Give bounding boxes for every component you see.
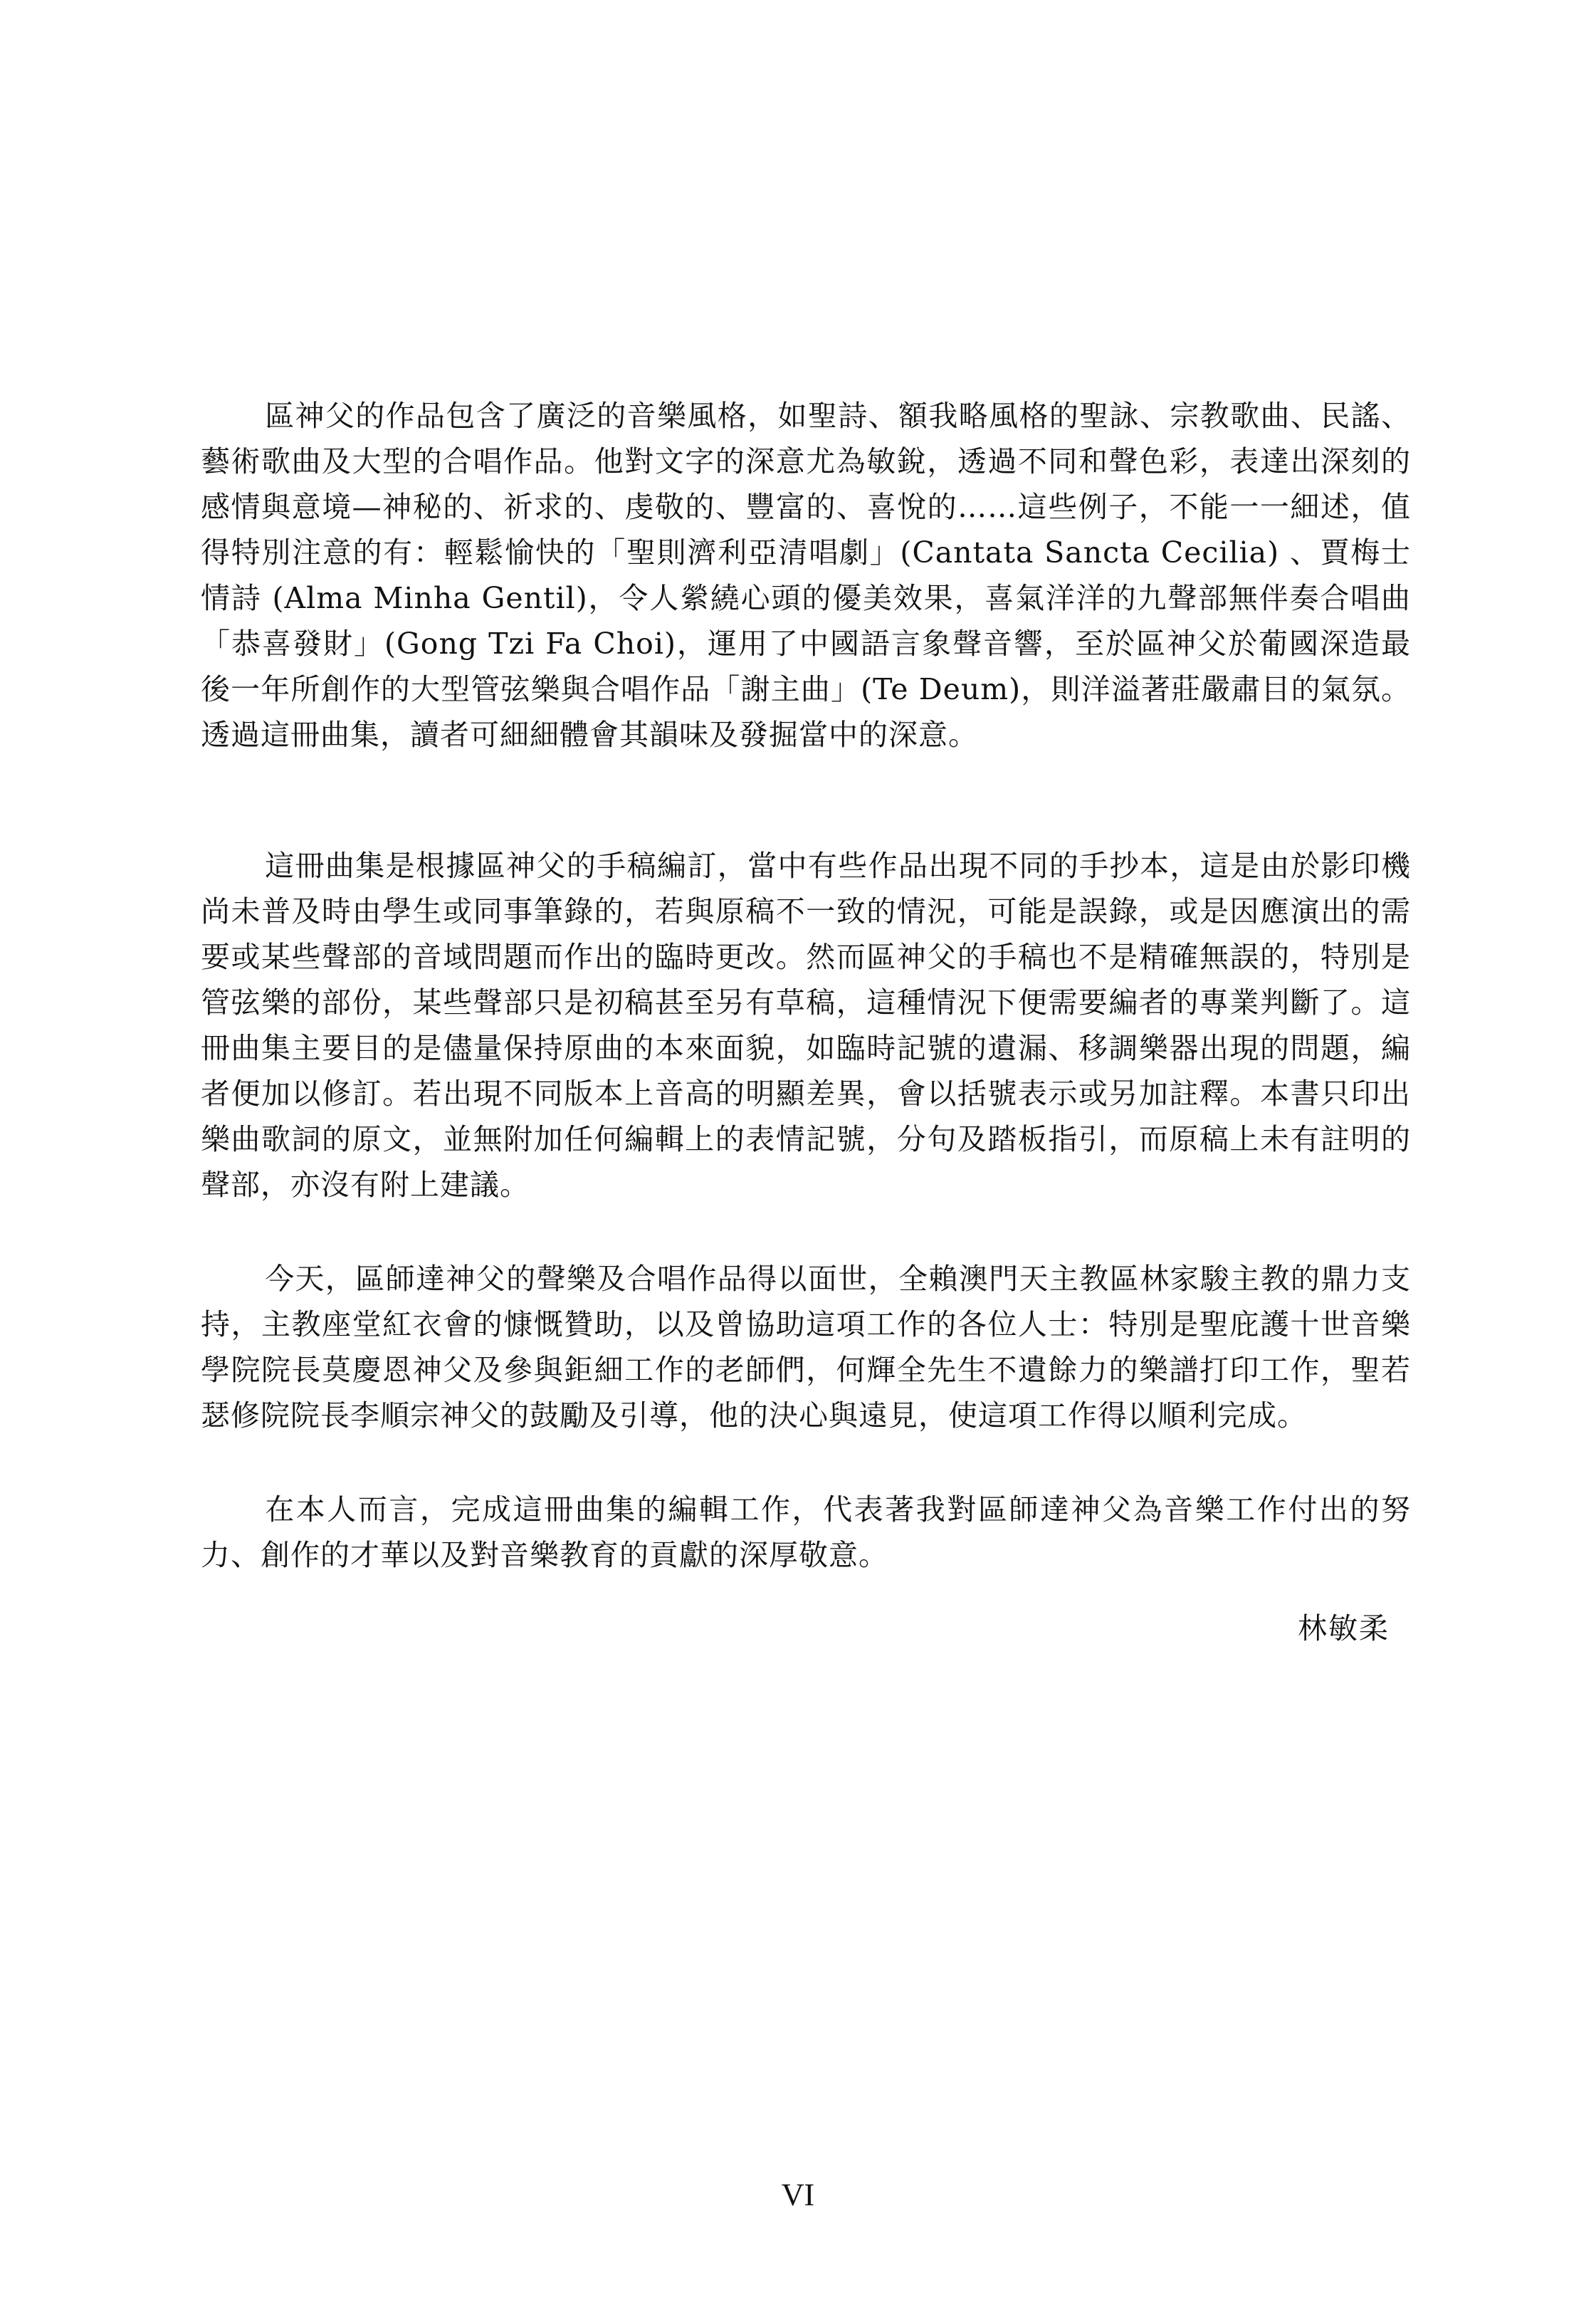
paragraph-editing-notes: 這冊曲集是根據區神父的手稿編訂，當中有些作品出現不同的手抄本，這是由於影印機尚未普及時由學生或同事筆錄的，若與原稿不一致的情況，可能是誤錄，或是因應演出的需要或某些聲部的音域問題而作出的臨時更改。然而區神父的手稿也不是精確無誤的，特別是管弦樂的部份，某些聲部只是初稿甚至另有草稿，這種情況下便需要編者的專業判斷了。這冊曲集主要目的是儘量保持原曲的本來面貌，如臨時記號的遺漏、移調樂器出現的問題，編者便加以修訂。若出現不同版本上音高的明顯差異，會以括號表示或另加註釋。本書只印出樂曲歌詞的原文，並無附加任何編輯上的表情記號，分句及踏板指引，而原稿上未有註明的聲部，亦沒有附上建議。 (201, 849, 1411, 1202)
author-signature: 林敏柔 (1298, 1611, 1390, 1645)
paragraph-tribute: 在本人而言，完成這冊曲集的編輯工作，代表著我對區師達神父為音樂工作付出的努力、創作的才華以及對音樂教育的貢獻的深厚敬意。 (201, 1492, 1411, 1572)
paragraph-acknowledgements: 今天，區師達神父的聲樂及合唱作品得以面世，全賴澳門天主教區林家駿主教的鼎力支持，主教座堂紅衣會的慷慨贊助，以及曾協助這項工作的各位人士：特別是聖庇護十世音樂學院院長莫慶恩神父及參與鉅細工作的老師們，何輝全先生不遺餘力的樂譜打印工作，聖若瑟修院院長李順宗神父的鼓勵及引導，他的決心與遠見，使這項工作得以順利完成。 (201, 1262, 1411, 1433)
page-number: VI (781, 2177, 815, 2212)
paragraph-composer-styles: 區神父的作品包含了廣泛的音樂風格，如聖詩、額我略風格的聖詠、宗教歌曲、民謠、藝術歌曲及大型的合唱作品。他對文字的深意尤為敏銳，透過不同和聲色彩，表達出深刻的感情與意境—神秘的、祈求的、虔敬的、豐富的、喜悅的……這些例子，不能一一細述，值得特別注意的有：輕鬆愉快的「聖則濟利亞清唱劇」(Cantata Sancta Cecilia) 、賈梅士情詩 (Alma Minha Gentil)，令人縈繞心頭的優美效果，喜氣洋洋的九聲部無伴奏合唱曲「恭喜發財」(Gong Tzi Fa Choi)，運用了中國語言象聲音響，至於區神父於葡國深造最後一年所創作的大型管弦樂與合唱作品「謝主曲」(Te Deum)，則洋溢著莊嚴肅目的氣氛。透過這冊曲集，讀者可細細體會其韻味及發掘當中的深意。 (201, 399, 1411, 752)
document-body (201, 393, 1411, 1578)
